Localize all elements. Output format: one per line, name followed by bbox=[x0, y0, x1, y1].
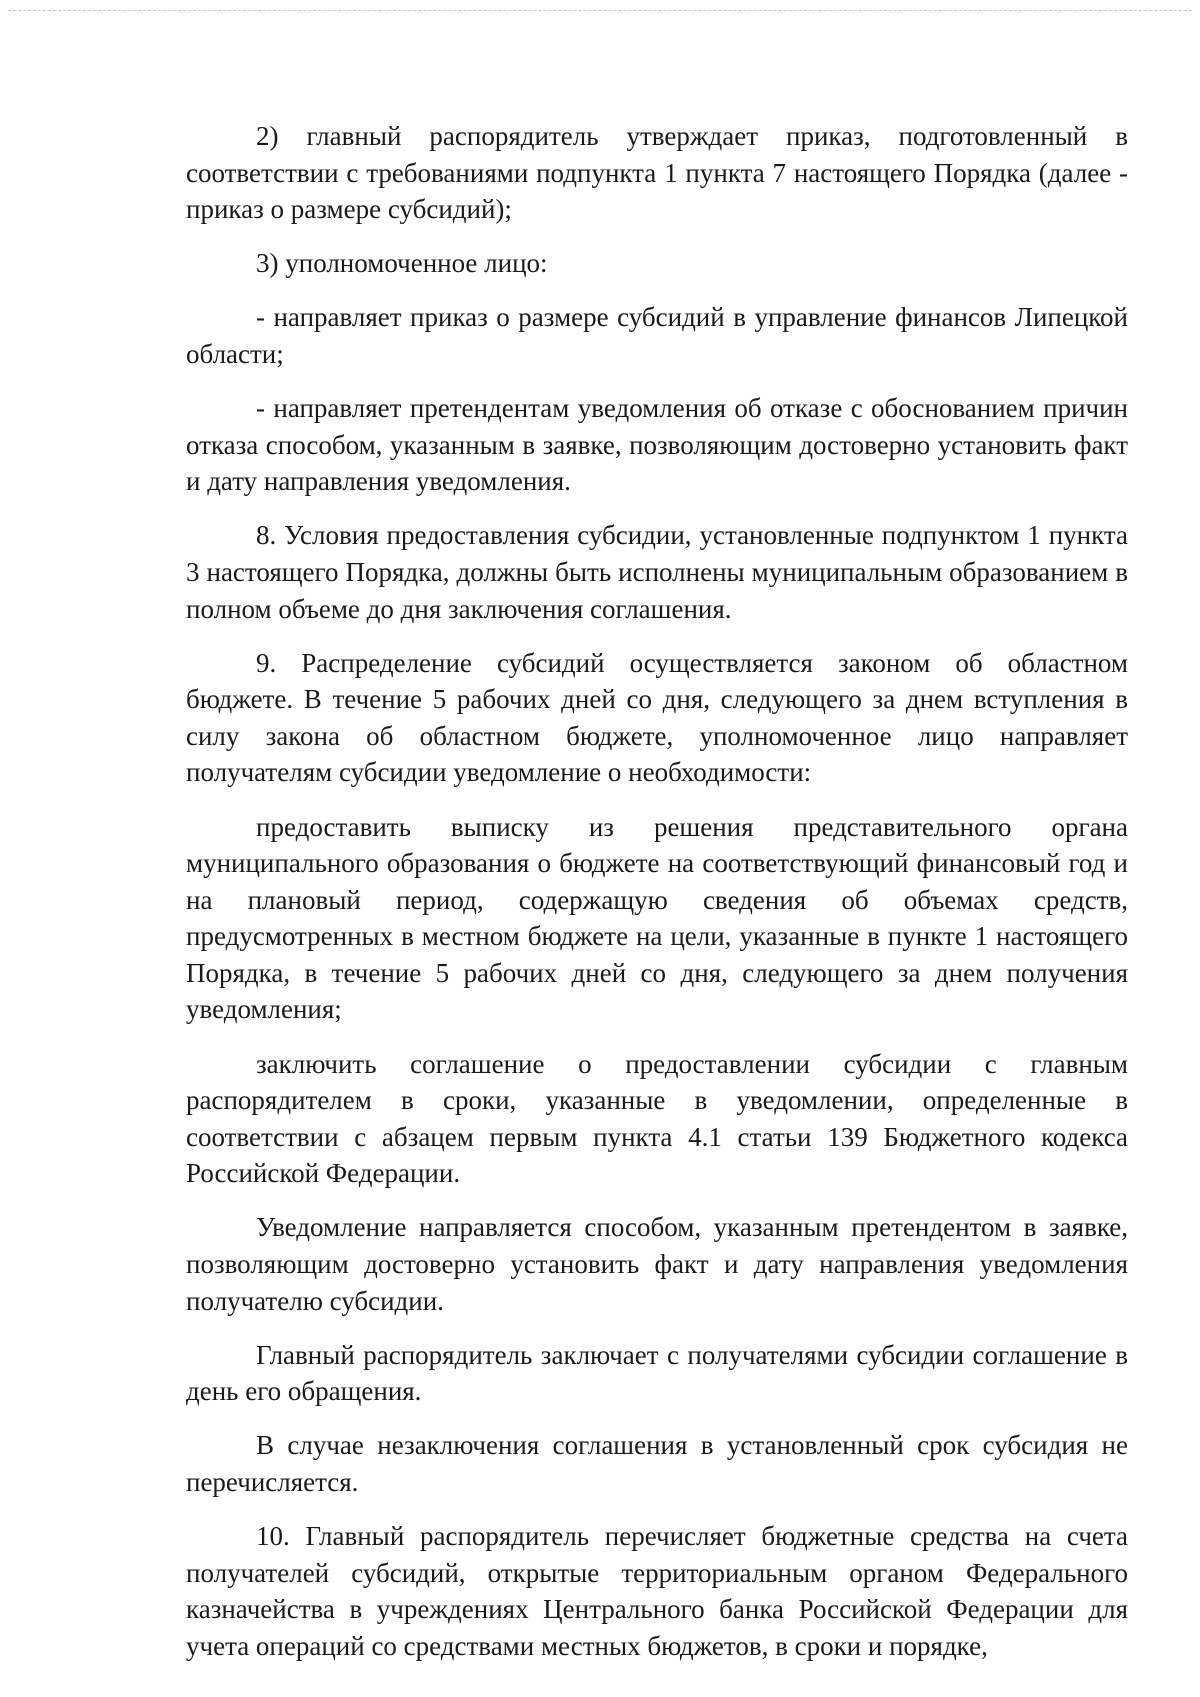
paragraph-order-approval: 2) главный распорядитель утверждает приказ, подготовленный в соответствии с требованиями подпункта 1 пункта 7 настоящего Порядка (далее - приказ о размере субсидий); bbox=[186, 121, 1128, 225]
paragraph-authorized-person: 3) уполномоченное лицо: bbox=[256, 248, 548, 279]
paragraph-notice-method: Уведомление направляется способом, указанным претендентом в заявке, позволяющим достоверно установить факт и дату направления уведомления получателю субсидии. bbox=[186, 1212, 1128, 1316]
paragraph-item-10-transfer: 10. Главный распорядитель перечисляет бюджетные средства на счета получателей субсидий, открытые территориальным органом Федерального казначейства в учреждениях Центрального банка Российской Федерации для учета операций со средствами местных бюджетов, в сроки и порядке, bbox=[186, 1521, 1128, 1661]
paragraph-item-9-distribution: 9. Распределение субсидий осуществляется законом об областном бюджете. В течение 5 рабочих дней со дня, следующего за днем вступления в силу закона об областном бюджете, уполномоченное лицо направляет получателям субсидии уведомление о необходимости: bbox=[186, 647, 1128, 788]
paragraph-no-agreement: В случае незаключения соглашения в установленный срок субсидия не перечисляется. bbox=[186, 1430, 1128, 1497]
paragraph-agreement-day: Главный распорядитель заключает с получателями субсидии соглашение в день его обращения. bbox=[186, 1339, 1128, 1407]
paragraph-item-8-conditions: 8. Условия предоставления субсидии, установленные подпунктом 1 пункта 3 настоящего Порядка, должны быть исполнены муниципальным образованием в полном объеме до дня заключения соглашения. bbox=[186, 520, 1128, 624]
scan-top-edge bbox=[8, 10, 1192, 11]
paragraph-send-order-finance: - направляет приказ о размере субсидий в управление финансов Липецкой области; bbox=[186, 302, 1128, 369]
paragraph-conclude-agreement: заключить соглашение о предоставлении субсидии с главным распорядителем в сроки, указанные в уведомлении, определенные в соответствии с абзацем первым пункта 4.1 статьи 139 Бюджетного кодекса Российской Федерации. bbox=[186, 1048, 1128, 1189]
document-body bbox=[186, 118, 1128, 1664]
paragraph-refusal-notices: - направляет претендентам уведомления об отказе с обоснованием причин отказа способом, указанным в заявке, позволяющим достоверно установить факт и дату направления уведомления. bbox=[186, 393, 1128, 497]
paragraph-provide-extract: предоставить выписку из решения представительного органа муниципального образования о бюджете на соответствующий финансовый год и на плановый период, содержащую сведения об объемах средств, предусмотренных в местном бюджете на цели, указанные в пункте 1 настоящего Порядка, в течение 5 рабочих дней со дня, следующего за днем получения уведомления; bbox=[186, 811, 1128, 1025]
